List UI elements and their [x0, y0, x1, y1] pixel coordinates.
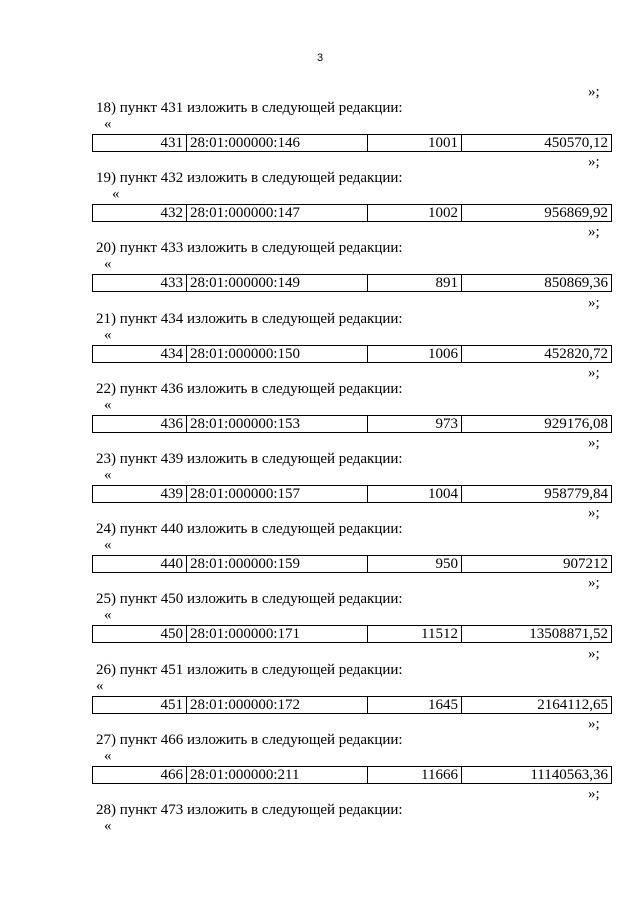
- table-row: [93, 416, 612, 433]
- amendment-heading: 22) пункт 436 изложить в следующей редакции:: [96, 381, 403, 397]
- table-row: [93, 697, 612, 714]
- cadastral-number-cell: 28:01:000000:149: [187, 275, 368, 292]
- closing-quote: »;: [588, 435, 600, 451]
- closing-quote: »;: [588, 786, 600, 802]
- item-number-cell: 440: [93, 556, 187, 573]
- value-cell: 907212: [462, 556, 612, 573]
- cadastral-row-table: [92, 134, 612, 152]
- closing-quote: »;: [588, 505, 600, 521]
- opening-quote: «: [104, 818, 112, 834]
- area-cell: 11666: [368, 767, 462, 784]
- table-row: [93, 205, 612, 222]
- opening-quote: «: [104, 537, 112, 553]
- item-number-cell: 466: [93, 767, 187, 784]
- item-number-cell: 433: [93, 275, 187, 292]
- value-cell: 958779,84: [462, 486, 612, 503]
- opening-quote: «: [104, 397, 112, 413]
- table-row: [93, 275, 612, 292]
- value-cell: 450570,12: [462, 135, 612, 152]
- opening-quote: «: [96, 678, 104, 694]
- amendment-heading: 26) пункт 451 изложить в следующей редакции:: [96, 662, 403, 678]
- table-row: [93, 346, 612, 363]
- item-number-cell: 431: [93, 135, 187, 152]
- value-cell: 956869,92: [462, 205, 612, 222]
- amendment-heading: 19) пункт 432 изложить в следующей редакции:: [96, 170, 403, 186]
- value-cell: 452820,72: [462, 346, 612, 363]
- opening-quote: «: [104, 116, 112, 132]
- value-cell: 11140563,36: [462, 767, 612, 784]
- opening-quote: «: [104, 467, 112, 483]
- amendment-heading: 20) пункт 433 изложить в следующей редакции:: [96, 240, 403, 256]
- table-row: [93, 767, 612, 784]
- closing-quote: »;: [588, 575, 600, 591]
- value-cell: 2164112,65: [462, 697, 612, 714]
- closing-quote: »;: [588, 154, 600, 170]
- value-cell: 13508871,52: [462, 626, 612, 643]
- closing-quote: »;: [588, 365, 600, 381]
- cadastral-row-table: [92, 766, 612, 784]
- cadastral-row-table: [92, 485, 612, 503]
- table-row: [93, 556, 612, 573]
- cadastral-number-cell: 28:01:000000:171: [187, 626, 368, 643]
- cadastral-row-table: [92, 555, 612, 573]
- area-cell: 11512: [368, 626, 462, 643]
- amendment-heading: 23) пункт 439 изложить в следующей редакции:: [96, 451, 403, 467]
- area-cell: 1645: [368, 697, 462, 714]
- table-row: [93, 135, 612, 152]
- value-cell: 850869,36: [462, 275, 612, 292]
- table-row: [93, 626, 612, 643]
- cadastral-row-table: [92, 204, 612, 222]
- closing-quote: »;: [588, 84, 600, 100]
- cadastral-number-cell: 28:01:000000:211: [187, 767, 368, 784]
- area-cell: 1002: [368, 205, 462, 222]
- cadastral-number-cell: 28:01:000000:150: [187, 346, 368, 363]
- closing-quote: »;: [588, 646, 600, 662]
- cadastral-number-cell: 28:01:000000:159: [187, 556, 368, 573]
- opening-quote: «: [104, 327, 112, 343]
- area-cell: 1001: [368, 135, 462, 152]
- cadastral-number-cell: 28:01:000000:153: [187, 416, 368, 433]
- opening-quote: «: [104, 748, 112, 764]
- closing-quote: »;: [588, 295, 600, 311]
- table-row: [93, 486, 612, 503]
- area-cell: 1006: [368, 346, 462, 363]
- opening-quote: «: [104, 256, 112, 272]
- area-cell: 950: [368, 556, 462, 573]
- value-cell: 929176,08: [462, 416, 612, 433]
- amendment-heading: 21) пункт 434 изложить в следующей редакции:: [96, 311, 403, 327]
- amendment-heading: 28) пункт 473 изложить в следующей редакции:: [96, 802, 403, 818]
- closing-quote: »;: [588, 224, 600, 240]
- cadastral-row-table: [92, 696, 612, 714]
- cadastral-row-table: [92, 274, 612, 292]
- item-number-cell: 450: [93, 626, 187, 643]
- area-cell: 1004: [368, 486, 462, 503]
- cadastral-number-cell: 28:01:000000:172: [187, 697, 368, 714]
- area-cell: 891: [368, 275, 462, 292]
- area-cell: 973: [368, 416, 462, 433]
- cadastral-row-table: [92, 415, 612, 433]
- cadastral-number-cell: 28:01:000000:147: [187, 205, 368, 222]
- cadastral-number-cell: 28:01:000000:157: [187, 486, 368, 503]
- item-number-cell: 439: [93, 486, 187, 503]
- cadastral-row-table: [92, 345, 612, 363]
- amendment-heading: 27) пункт 466 изложить в следующей редакции:: [96, 732, 403, 748]
- item-number-cell: 434: [93, 346, 187, 363]
- amendment-heading: 24) пункт 440 изложить в следующей редакции:: [96, 521, 403, 537]
- item-number-cell: 436: [93, 416, 187, 433]
- cadastral-row-table: [92, 625, 612, 643]
- cadastral-number-cell: 28:01:000000:146: [187, 135, 368, 152]
- page-number: 3: [316, 52, 324, 64]
- opening-quote: «: [112, 186, 120, 202]
- amendment-heading: 25) пункт 450 изложить в следующей редакции:: [96, 591, 403, 607]
- amendment-heading: 18) пункт 431 изложить в следующей редакции:: [96, 100, 403, 116]
- item-number-cell: 432: [93, 205, 187, 222]
- item-number-cell: 451: [93, 697, 187, 714]
- closing-quote: »;: [588, 716, 600, 732]
- opening-quote: «: [104, 607, 112, 623]
